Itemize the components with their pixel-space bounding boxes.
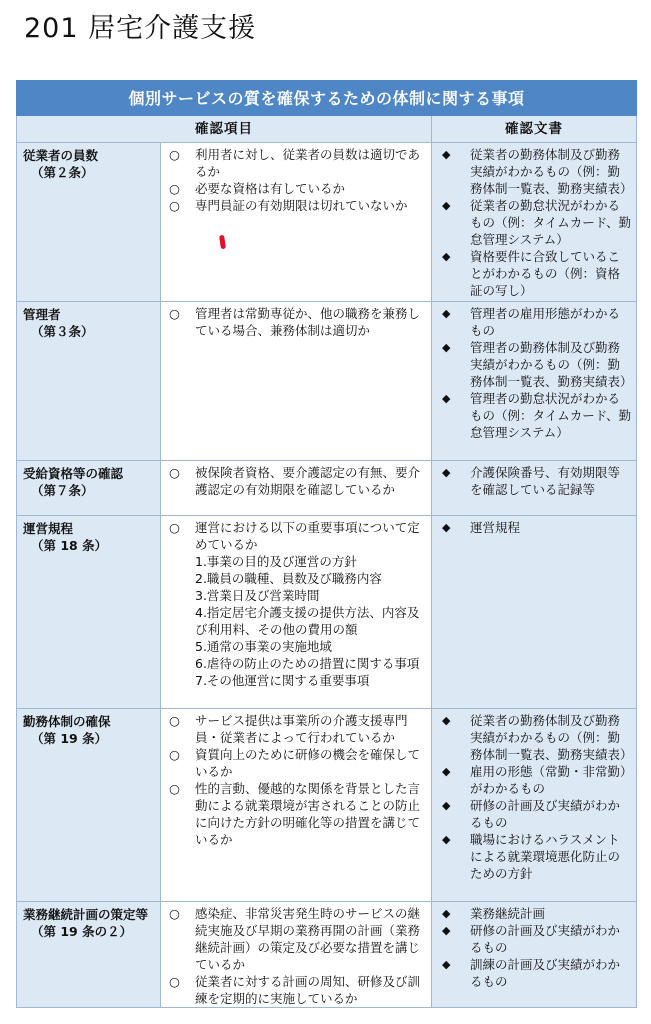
check-item: ○ 利用者に対し、従業者の員数は適切であるか [169, 147, 421, 179]
item-article: （第 19 条の２） [31, 924, 133, 939]
diamond-icon: ◆ [442, 392, 451, 405]
diamond-icon: ◆ [442, 307, 451, 320]
item-article: （第 18 条） [31, 538, 108, 553]
doc-item: ◆ 職場におけるハラスメントによる就業環境悪化防止のための方針 [442, 832, 621, 881]
item-cell [17, 902, 161, 1008]
check-cell [161, 709, 432, 902]
table-row [17, 302, 637, 461]
doc-cell [432, 461, 637, 516]
table-row [17, 143, 637, 302]
item-cell [17, 143, 161, 302]
check-item: ○ 運営における以下の重要事項について定めているか [169, 520, 420, 552]
circle-icon: ○ [169, 974, 180, 989]
check-item: ○ 被保険者資格、要介護認定の有無、要介護認定の有効期限を確認しているか [169, 465, 421, 497]
circle-icon: ○ [169, 713, 180, 728]
circle-icon: ○ [169, 747, 180, 762]
diamond-icon: ◆ [442, 907, 451, 920]
table-row [17, 902, 637, 1008]
item-name: 管理者 [23, 307, 61, 322]
diamond-icon: ◆ [442, 714, 451, 727]
item-cell [17, 461, 161, 516]
doc-item: ◆ 管理者の雇用形態がわかるもの [442, 306, 621, 338]
item-cell [17, 709, 161, 902]
check-item: ○ 必要な資格は有しているか [169, 181, 346, 196]
item-name: 運営規程 [23, 521, 74, 536]
check-cell [161, 461, 432, 516]
sub-item: 7.その他運営に関する重要事項 [195, 673, 370, 688]
item-article: （第３条） [31, 324, 94, 339]
doc-item: ◆ 従業者の勤怠状況がわかるもの（例：タイムカード、勤怠管理システム） [442, 198, 632, 247]
check-cell [161, 516, 432, 709]
diamond-icon: ◆ [442, 250, 451, 263]
diamond-icon: ◆ [442, 833, 451, 846]
doc-item: ◆ 従業者の勤務体制及び勤務実績がわかるもの（例：勤務体制一覧表、勤務実績表） [442, 147, 633, 196]
item-cell [17, 302, 161, 461]
circle-icon: ○ [169, 306, 180, 321]
diamond-icon: ◆ [442, 341, 451, 354]
page-title: 201 居宅介護支援 [24, 13, 257, 44]
circle-icon: ○ [169, 906, 180, 921]
diamond-icon: ◆ [442, 958, 451, 971]
doc-cell [432, 902, 637, 1008]
column-header-doc: 確認文書 [432, 116, 637, 143]
doc-item: ◆ 従業者の勤務体制及び勤務実績がわかるもの（例：勤務体制一覧表、勤務実績表） [442, 713, 633, 762]
sub-item: 1.事業の目的及び運営の方針 [195, 554, 357, 569]
doc-item: ◆ 介護保険番号、有効期限等を確認している記録等 [442, 465, 621, 497]
doc-item: ◆ 訓練の計画及び実績がわかるもの [442, 957, 621, 989]
circle-icon: ○ [169, 147, 180, 162]
sub-item: 3.営業日及び営業時間 [195, 588, 320, 603]
doc-item: ◆ 管理者の勤務体制及び勤務実績がわかるもの（例：勤務体制一覧表、勤務実績表） [442, 340, 633, 389]
doc-cell [432, 143, 637, 302]
diamond-icon: ◆ [442, 148, 451, 161]
check-item: ○ 専門員証の有効期限は切れていないか [169, 198, 408, 213]
check-item: ○ 感染症、非常災害発生時のサービスの継続実施及び早期の業務再開の計画（業務継続計画）の策定及び必要な措置を講じているか [169, 906, 421, 972]
item-article: （第７条） [31, 483, 94, 498]
check-cell [161, 302, 432, 461]
item-name: 従業者の員数 [23, 148, 99, 163]
item-article: （第２条） [31, 165, 94, 180]
doc-cell [432, 302, 637, 461]
table-row [17, 461, 637, 516]
check-item: ○ サービス提供は事業所の介護支援専門員・従業者によって行われているか [169, 713, 408, 745]
sub-item: 6.虐待の防止のための措置に関する事項 [195, 656, 420, 671]
diamond-icon: ◆ [442, 924, 451, 937]
column-header-item: 確認項目 [17, 116, 432, 143]
circle-icon: ○ [169, 181, 180, 196]
diamond-icon: ◆ [442, 521, 451, 534]
check-cell [161, 902, 432, 1008]
header-row [17, 116, 637, 143]
table-row [17, 516, 637, 709]
sub-item: 5.通常の事業の実施地域 [195, 639, 332, 654]
circle-icon: ○ [169, 781, 180, 796]
check-item: ○ 資質向上のために研修の機会を確保しているか [169, 747, 421, 779]
check-item: ○ 性的言動、優越的な関係を背景とした言動による就業環境が害されることの防止に向けた方針の明確化等の措置を講じているか [169, 781, 421, 847]
doc-item: ◆ 管理者の勤怠状況がわかるもの（例：タイムカード、勤怠管理システム） [442, 391, 632, 440]
circle-icon: ○ [169, 465, 180, 480]
item-cell [17, 516, 161, 709]
sub-item: 4.指定居宅介護支援の提供方法、内容及び利用料、その他の費用の額 [195, 605, 420, 637]
circle-icon: ○ [169, 520, 180, 535]
doc-item: ◆ 運営規程 [442, 520, 521, 535]
diamond-icon: ◆ [442, 799, 451, 812]
table-row [17, 709, 637, 902]
diamond-icon: ◆ [442, 765, 451, 778]
circle-icon: ○ [169, 198, 180, 213]
doc-item: ◆ 雇用の形態（常勤・非常勤）がわかるもの [442, 764, 627, 796]
item-article: （第 19 条） [31, 731, 108, 746]
doc-cell [432, 516, 637, 709]
doc-item: ◆ 業務継続計画 [442, 906, 546, 921]
check-item: ○ 管理者は常勤専従か、他の職務を兼務している場合、兼務体制は適切か [169, 306, 421, 338]
check-cell [161, 143, 432, 302]
item-name: 勤務体制の確保 [23, 714, 111, 729]
item-name: 受給資格等の確認 [23, 466, 124, 481]
doc-item: ◆ 資格要件に合致していることがわかるもの（例：資格証の写し） [442, 249, 621, 298]
item-name: 業務継続計画の策定等 [23, 907, 149, 922]
check-item: ○ 従業者に対する計画の周知、研修及び訓練を定期的に実施しているか [169, 974, 421, 1006]
doc-cell [432, 709, 637, 902]
table-banner: 個別サービスの質を確保するための体制に関する事項 [17, 81, 637, 116]
diamond-icon: ◆ [442, 199, 451, 212]
banner-row [17, 81, 637, 116]
doc-item: ◆ 研修の計画及び実績がわかるもの [442, 798, 621, 830]
sub-item: 2.職員の職種、員数及び職務内容 [195, 571, 382, 586]
inspection-table [16, 80, 637, 1008]
doc-item: ◆ 研修の計画及び実績がわかるもの [442, 923, 621, 955]
diamond-icon: ◆ [442, 466, 451, 479]
